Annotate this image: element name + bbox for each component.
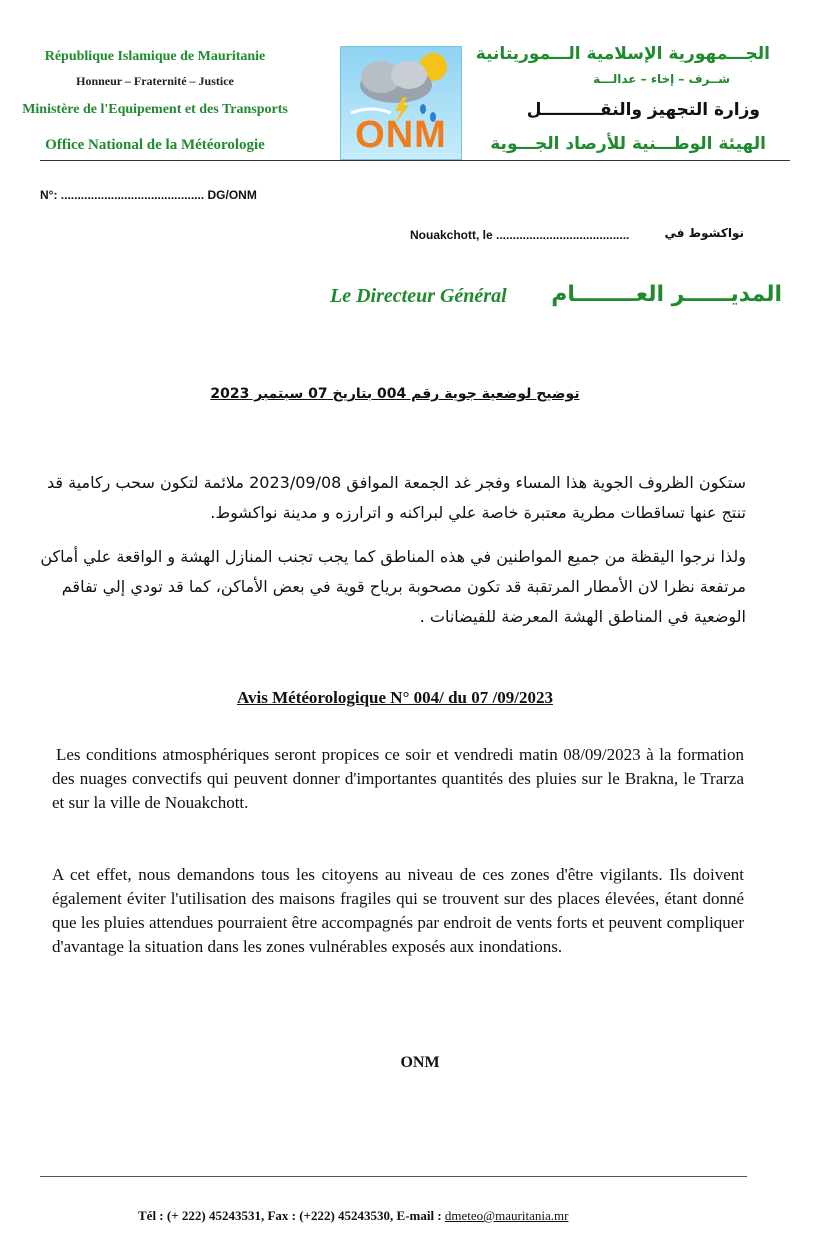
header-ar-motto: شــرف – إخاء – عدالـــة [593, 72, 730, 86]
director-title-fr: Le Directeur Général [330, 285, 507, 307]
header-fr-ministry: Ministère de l'Equipement et des Transports [22, 102, 288, 117]
date-line-ar: نواكشوط في [664, 226, 744, 240]
french-paragraph-1: Les conditions atmosphériques seront propices ce soir et vendredi matin 08/09/2023 à la formation des nuages convectifs qui peuvent donner d'importantes quantités des pluies sur le Brakna, le Trarza et sur la ville de Nouakchott. [52, 745, 744, 812]
footer-divider [40, 1176, 747, 1177]
logo-text: ONM [355, 114, 447, 156]
french-paragraph-2: A cet effet, nous demandons tous les citoyens au niveau de ces zones d'être vigilants. Ils doivent également éviter l'utilisation des maisons fragiles qui se trouvent sur des places élevées, étant donné que les pluies attendues pourraient être accompagnés par endroit de vents forts et peuvent compliquer d'avantage la situation dans les zones vulnérables exposés aux inondations. [52, 865, 744, 956]
header-fr-motto: Honneur – Fraternité – Justice [76, 74, 234, 88]
header-fr-office: Office National de la Météorologie [45, 137, 265, 153]
french-notice-title: Avis Météorologique N° 004/ du 07 /09/2023 [237, 688, 553, 707]
onm-logo [340, 46, 462, 160]
header-ar-country: الجـــمهورية الإسلامية الـــموريتانية [475, 44, 770, 64]
header-ar-ministry: وزارة التجهيز والنقــــــــــل [526, 100, 760, 120]
header-divider [40, 160, 790, 161]
arabic-notice-title: توضيح لوضعية جوية رقم 004 بتاريخ 07 سبتمبر 2023 [210, 386, 580, 402]
footer-contact [138, 1208, 568, 1224]
footer-contact-text: Tél : (+ 222) 45243531, Fax : (+222) 45243530, E-mail : [138, 1208, 445, 1223]
header-fr-country: République Islamique de Mauritanie [44, 49, 266, 64]
director-title-ar: المديــــــر العــــــــام [551, 282, 782, 307]
signature: ONM [400, 1054, 440, 1071]
reference-number: N°: ........................................... DG/ONM [40, 188, 257, 202]
date-line-fr: Nouakchott, le ........................................ [410, 228, 630, 242]
arabic-paragraph-1: ستكون الظروف الجوية هذا المساء وفجر غد الجمعة الموافق 2023/09/08 ملائمة لتكون سحب ركامية قد تنتج عنها تساقطات مطرية معتبرة خاصة علي لبراكنه و اترارزه و مدينة نواكشوط. [47, 473, 746, 522]
header-ar-office: الهيئة الوطـــنية للأرصاد الجـــوية [490, 134, 766, 154]
footer-email-link[interactable]: dmeteo@mauritania.mr [444, 1208, 569, 1223]
arabic-paragraph-2: ولذا نرجوا اليقظة من جميع المواطنين في هذه المناطق كما يجب تجنب المنازل الهشة و الواقعة علي أماكن مرتفعة نظرا لان الأمطار المرتقبة قد تكون مصحوبة برياح قوية في بعض الأماكن، كما قد تودي إلي تفاقم الوضعية في المناطق الهشة المعرضة للفيضانات . [40, 547, 746, 626]
